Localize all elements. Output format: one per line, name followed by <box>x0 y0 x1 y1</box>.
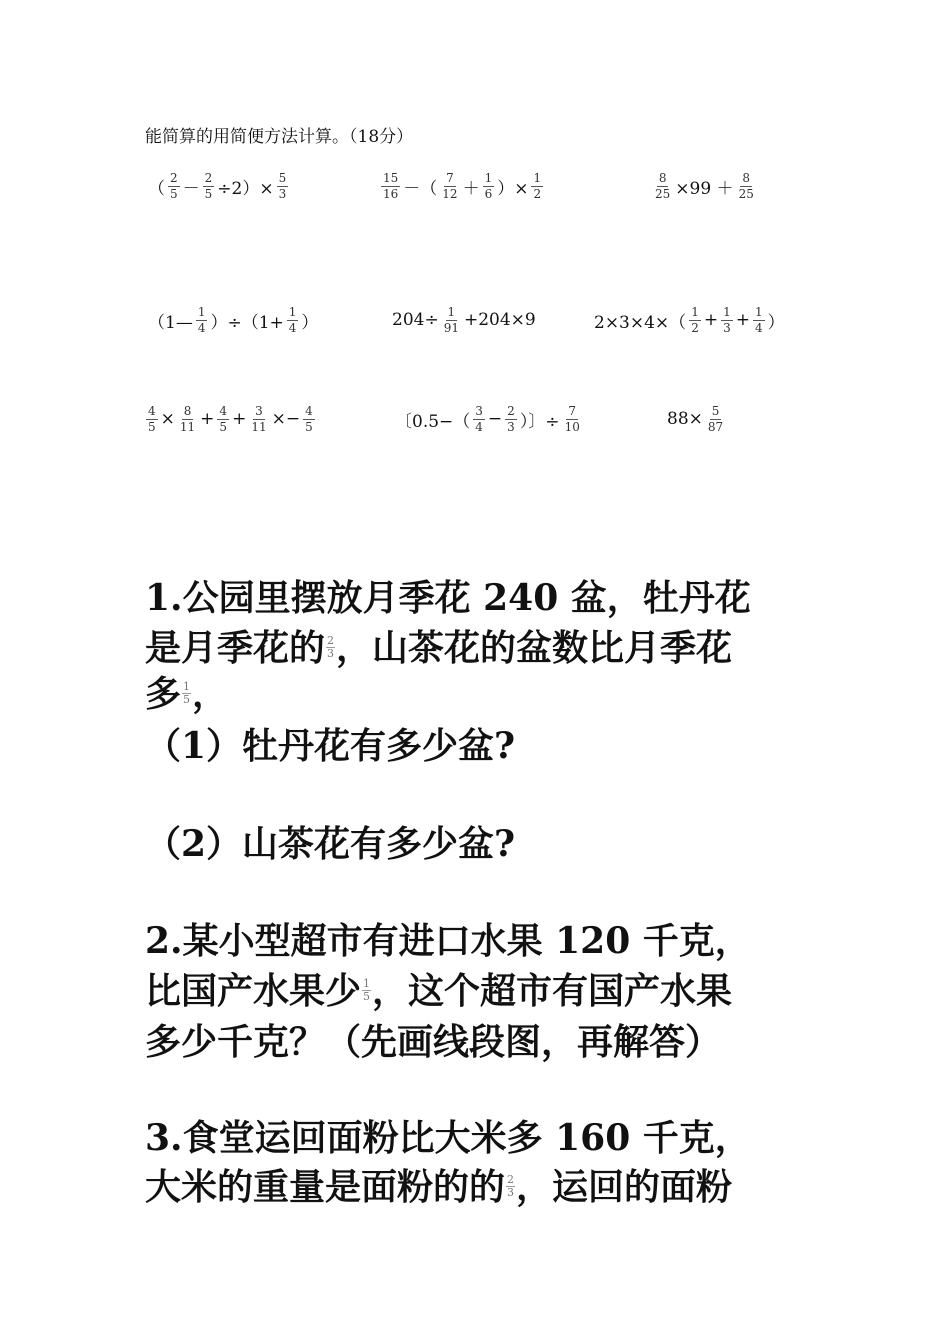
expr-text: －（ <box>403 178 438 199</box>
expr-text: + <box>703 310 719 330</box>
section-title: 能简算的用简便方法计算。（18分） <box>145 127 414 147</box>
expr-text: （ <box>148 178 165 199</box>
problem-2-line-3: 多少千克？（先画线段图，再解答） <box>145 1021 722 1063</box>
fraction: $\frac{8}{11}$ <box>179 403 196 434</box>
expression-8 <box>395 397 583 441</box>
text: 多 <box>145 673 182 715</box>
fraction: $\frac{1}{4}$ <box>754 304 763 335</box>
fraction: $\frac{7}{12}$ <box>442 170 458 201</box>
fraction: $\frac{1}{6}$ <box>484 170 493 201</box>
problem-1-line-2 <box>145 621 732 675</box>
expr-text: 88× <box>667 409 703 429</box>
text: ，这个超市有国产水果 <box>372 970 733 1012</box>
fraction: $\frac{1}{4}$ <box>288 304 297 335</box>
text: ，山茶花的盆数比月季花 <box>336 627 733 669</box>
expr-text: ） <box>301 312 319 333</box>
fraction: $\frac{3}{11}$ <box>251 403 267 434</box>
expr-text: ×99 ＋ <box>675 178 734 199</box>
fraction: $\frac{4}{5}$ <box>219 403 228 434</box>
fraction: $\frac{2}{5}$ <box>170 170 178 201</box>
fraction: $\frac{5}{87}$ <box>707 403 724 434</box>
fraction: $\frac{2}{3}$ <box>327 633 335 660</box>
fraction: $\frac{7}{10}$ <box>564 403 580 434</box>
expr-text: ） <box>767 312 785 333</box>
fraction: $\frac{2}{3}$ <box>507 403 515 434</box>
expression-9 <box>667 397 726 441</box>
expr-text: ＋ <box>462 178 480 199</box>
problem-2-line-2 <box>145 964 732 1018</box>
fraction: $\frac{8}{25}$ <box>655 170 671 201</box>
expression-7 <box>145 397 316 441</box>
expr-text: × <box>160 409 175 429</box>
problem-3-line-1: 3.食堂运回面粉比大米多 160 千克， <box>145 1117 751 1159</box>
problem-1-line-1: 1.公园里摆放月季花 240 盆，牡丹花 <box>145 577 751 619</box>
expr-text: ）÷（1+ <box>210 312 284 333</box>
fraction: $\frac{4}{5}$ <box>305 403 313 434</box>
text: 大米的重量是面粉的的 <box>145 1166 506 1208</box>
expr-text: − <box>487 409 503 429</box>
expr-text: + <box>735 310 750 330</box>
fraction: $\frac{2}{5}$ <box>204 170 213 201</box>
problem-3-line-2 <box>145 1160 732 1214</box>
fraction: $\frac{3}{4}$ <box>475 403 483 434</box>
expr-text: ×− <box>271 409 301 429</box>
expression-2 <box>380 164 544 208</box>
expression-3 <box>652 164 757 208</box>
fraction: $\frac{1}{2}$ <box>691 304 699 335</box>
expr-text: + <box>200 409 215 429</box>
expr-text: +204×9 <box>463 310 536 330</box>
fraction: $\frac{15}{16}$ <box>383 170 399 201</box>
expr-text: + <box>232 409 247 429</box>
expr-text: － <box>182 178 200 199</box>
fraction: $\frac{4}{5}$ <box>148 403 156 434</box>
text: 比国产水果少 <box>145 970 362 1012</box>
problem-1-line-3 <box>145 667 228 721</box>
expr-text: ）〕÷ <box>519 411 560 432</box>
expression-6 <box>594 298 785 342</box>
expr-text: ÷2）× <box>217 178 274 199</box>
fraction: $\frac{5}{3}$ <box>278 170 287 201</box>
problem-2-line-1: 2.某小型超市有进口水果 120 千克， <box>145 920 751 962</box>
expr-text: 〔0.5−（ <box>395 411 471 432</box>
problem-1-question-2: （2）山茶花有多少盆? <box>145 823 516 865</box>
expr-text: ）× <box>497 178 529 199</box>
text: 是月季花的 <box>145 627 326 669</box>
fraction: $\frac{1}{4}$ <box>197 304 206 335</box>
fraction: $\frac{1}{5}$ <box>183 679 191 706</box>
expression-4 <box>148 298 318 342</box>
text: ，运回的面粉 <box>516 1166 733 1208</box>
fraction: $\frac{1}{3}$ <box>723 304 731 335</box>
expr-text: （1— <box>148 312 193 333</box>
problem-1-question-1: （1）牡丹花有多少盆? <box>145 725 516 767</box>
expression-5 <box>392 298 536 342</box>
expr-text: 2×3×4×（ <box>594 312 687 333</box>
text: ， <box>192 673 229 715</box>
fraction: $\frac{8}{25}$ <box>738 170 754 201</box>
fraction: $\frac{1}{5}$ <box>363 976 371 1003</box>
fraction: $\frac{2}{3}$ <box>507 1172 515 1199</box>
expression-1 <box>148 164 289 208</box>
fraction: $\frac{1}{91}$ <box>443 304 459 335</box>
fraction: $\frac{1}{2}$ <box>533 170 542 201</box>
expr-text: 204÷ <box>392 310 439 330</box>
